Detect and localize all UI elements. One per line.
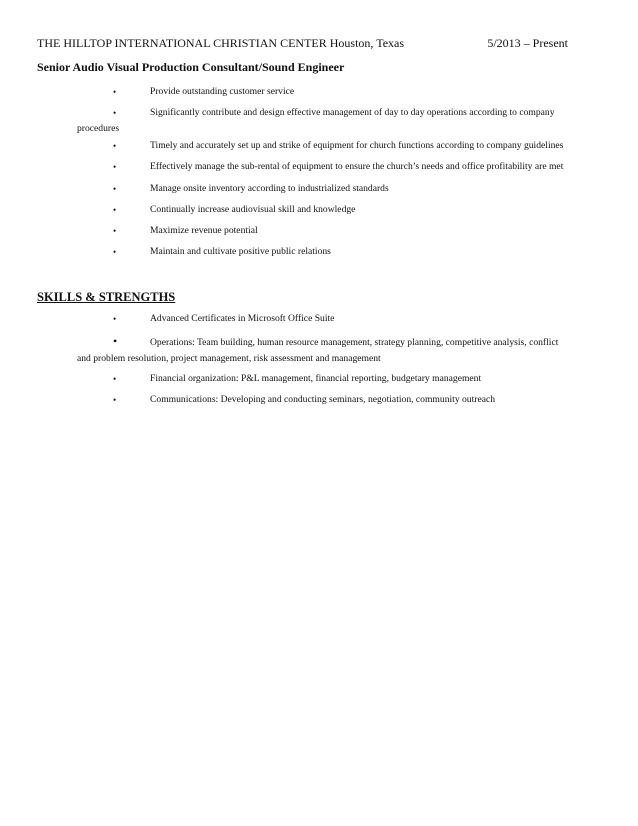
bullet-icon: • (113, 184, 117, 194)
duty-text: Timely and accurately set up and strike of equipment for church functions according to company guidelines (150, 140, 564, 151)
duty-text: Maximize revenue potential (150, 225, 258, 236)
duty-text: Effectively manage the sub-rental of equipment to ensure the church’s needs and office profitability are met (150, 161, 564, 172)
duty-continuation: procedures (77, 123, 120, 134)
job-title: Senior Audio Visual Production Consultant/Sound Engineer (37, 60, 345, 74)
bullet-icon: • (113, 141, 117, 151)
bullet-icon: • (113, 395, 117, 405)
skill-text: Operations: Team building, human resource management, strategy planning, competitive analysis, conflict (150, 337, 559, 348)
duty-text: Continually increase audiovisual skill and knowledge (150, 204, 356, 215)
section-heading-skills: SKILLS & STRENGTHS (37, 290, 176, 304)
bullet-icon: • (113, 374, 117, 384)
bullet-icon: • (113, 334, 118, 348)
employment-dates: 5/2013 – Present (487, 36, 568, 50)
skill-text: Financial organization: P&L management, financial reporting, budgetary management (150, 373, 482, 384)
duty-text: Significantly contribute and design effective management of day to day operations according to company (150, 107, 555, 118)
skill-text: Communications: Developing and conducting seminars, negotiation, community outreach (150, 394, 496, 405)
bullet-icon: • (113, 205, 117, 215)
bullet-icon: • (113, 87, 117, 97)
duty-text: Provide outstanding customer service (150, 86, 295, 97)
skill-text: Advanced Certificates in Microsoft Office Suite (150, 313, 335, 324)
employer-line: THE HILLTOP INTERNATIONAL CHRISTIAN CENTER Houston, Texas (37, 36, 405, 50)
skill-continuation: and problem resolution, project management, risk assessment and management (77, 353, 381, 364)
bullet-icon: • (113, 314, 117, 324)
bullet-icon: • (113, 226, 117, 236)
duty-text: Manage onsite inventory according to industrialized standards (150, 183, 389, 194)
bullet-icon: • (113, 247, 117, 257)
bullet-icon: • (113, 162, 117, 172)
bullet-icon: • (113, 108, 117, 118)
duty-text: Maintain and cultivate positive public relations (150, 246, 331, 257)
